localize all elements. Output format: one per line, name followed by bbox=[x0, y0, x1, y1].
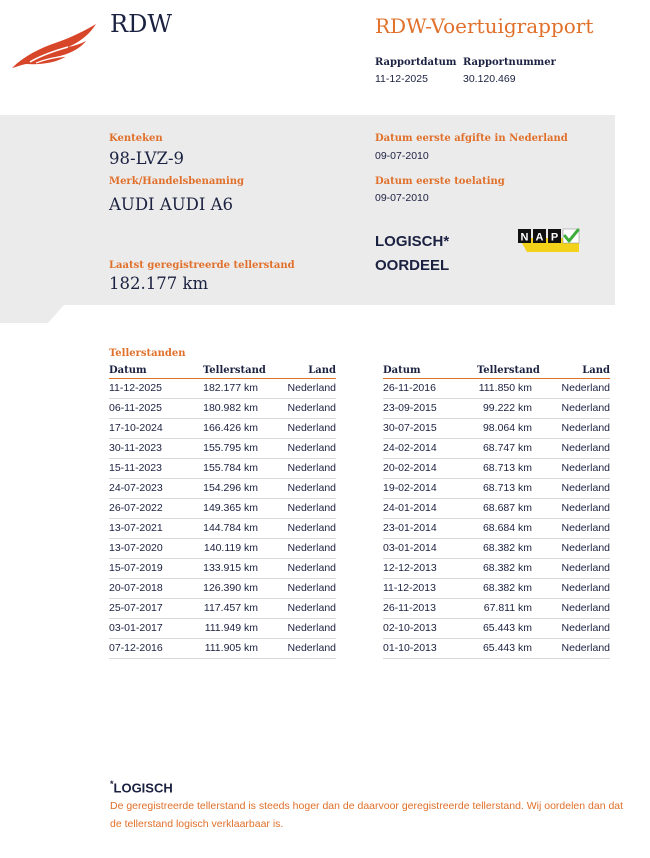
row-reading: 126.390 km bbox=[203, 582, 258, 594]
row-reading: 149.365 km bbox=[203, 502, 258, 514]
table-row bbox=[383, 519, 610, 539]
plate-label: Kenteken bbox=[109, 133, 163, 144]
row-country: Nederland bbox=[561, 482, 610, 494]
first-issue-nl-value: 09-07-2010 bbox=[375, 150, 429, 162]
row-reading: 68.382 km bbox=[482, 562, 532, 574]
table-row bbox=[383, 419, 610, 439]
row-country: Nederland bbox=[561, 522, 610, 534]
row-date: 02-10-2013 bbox=[383, 622, 437, 634]
row-date: 11-12-2013 bbox=[383, 582, 436, 594]
report-number-label: Rapportnummer bbox=[463, 57, 556, 68]
table-row bbox=[383, 459, 610, 479]
row-country: Nederland bbox=[561, 462, 610, 474]
row-country: Nederland bbox=[287, 502, 336, 514]
row-date: 15-07-2019 bbox=[109, 562, 163, 574]
row-reading: 98.064 km bbox=[482, 422, 532, 434]
make-label: Merk/Handelsbenaming bbox=[109, 176, 245, 187]
row-reading: 140.119 km bbox=[203, 542, 258, 554]
col-reading-header: Tellerstand bbox=[477, 365, 540, 376]
row-country: Nederland bbox=[287, 462, 336, 474]
footnote-title bbox=[110, 779, 173, 795]
row-date: 06-11-2025 bbox=[109, 402, 162, 414]
row-reading: 111.905 km bbox=[204, 642, 258, 654]
table-row bbox=[109, 639, 336, 659]
row-reading: 111.949 km bbox=[204, 622, 258, 634]
row-reading: 68.684 km bbox=[482, 522, 532, 534]
row-reading: 166.426 km bbox=[203, 422, 258, 434]
col-date-header: Datum bbox=[383, 365, 421, 376]
nap-letter-n: N bbox=[520, 231, 529, 244]
row-reading: 144.784 km bbox=[203, 522, 258, 534]
row-country: Nederland bbox=[287, 382, 336, 394]
row-date: 01-10-2013 bbox=[383, 642, 437, 654]
row-country: Nederland bbox=[287, 522, 336, 534]
first-issue-nl-label: Datum eerste afgifte in Nederland bbox=[375, 133, 568, 144]
table-header bbox=[383, 364, 610, 379]
nap-letter-p: P bbox=[550, 231, 559, 244]
row-date: 03-01-2014 bbox=[383, 542, 437, 554]
first-admission-label: Datum eerste toelating bbox=[375, 176, 505, 187]
table-row bbox=[109, 419, 336, 439]
odometer-value: 182.177 km bbox=[109, 274, 209, 293]
row-reading: 68.713 km bbox=[482, 482, 532, 494]
table-row bbox=[383, 619, 610, 639]
footnote-marker: * bbox=[110, 779, 114, 789]
table-row bbox=[383, 639, 610, 659]
row-date: 23-01-2014 bbox=[383, 522, 437, 534]
table-row bbox=[109, 579, 336, 599]
table-row bbox=[109, 499, 336, 519]
row-date: 24-01-2014 bbox=[383, 502, 437, 514]
row-country: Nederland bbox=[287, 562, 336, 574]
table-row bbox=[383, 499, 610, 519]
col-reading-header: Tellerstand bbox=[203, 365, 266, 376]
table-row bbox=[383, 539, 610, 559]
make-value: AUDI AUDI A6 bbox=[109, 195, 234, 214]
nap-letter-a: A bbox=[535, 231, 544, 244]
row-country: Nederland bbox=[287, 602, 336, 614]
report-number: 30.120.469 bbox=[463, 73, 516, 85]
row-reading: 154.296 km bbox=[203, 482, 258, 494]
row-reading: 182.177 km bbox=[203, 382, 258, 394]
footnote-text: De geregistreerde tellerstand is steeds hoger dan de daarvoor geregistreerde tellerstand. Wij oordelen dan dat de tellerstand logisch verklaarbaar is. bbox=[110, 800, 624, 830]
row-date: 07-12-2016 bbox=[109, 642, 163, 654]
row-country: Nederland bbox=[561, 622, 610, 634]
row-country: Nederland bbox=[287, 542, 336, 554]
table-row bbox=[109, 539, 336, 559]
table-row bbox=[109, 619, 336, 639]
verdict-line-2: OORDEEL bbox=[375, 257, 450, 274]
readings-title: Tellerstanden bbox=[109, 348, 186, 359]
row-date: 15-11-2023 bbox=[109, 462, 162, 474]
row-country: Nederland bbox=[287, 442, 336, 454]
row-date: 19-02-2014 bbox=[383, 482, 437, 494]
row-country: Nederland bbox=[561, 442, 610, 454]
plate-value: 98-LVZ-9 bbox=[109, 149, 185, 168]
row-reading: 99.222 km bbox=[482, 402, 532, 414]
row-reading: 133.915 km bbox=[203, 562, 258, 574]
row-reading: 68.687 km bbox=[482, 502, 532, 514]
row-reading: 117.457 km bbox=[203, 602, 258, 614]
readings-table-right bbox=[383, 364, 610, 659]
row-date: 17-10-2024 bbox=[109, 422, 163, 434]
row-date: 13-07-2020 bbox=[109, 542, 163, 554]
row-country: Nederland bbox=[561, 582, 610, 594]
row-date: 13-07-2021 bbox=[109, 522, 163, 534]
row-country: Nederland bbox=[287, 642, 336, 654]
row-country: Nederland bbox=[561, 562, 610, 574]
row-date: 26-07-2022 bbox=[109, 502, 163, 514]
row-reading: 155.784 km bbox=[203, 462, 258, 474]
row-date: 30-11-2023 bbox=[109, 442, 162, 454]
row-date: 26-11-2016 bbox=[383, 382, 436, 394]
row-date: 20-02-2014 bbox=[383, 462, 437, 474]
table-row bbox=[109, 479, 336, 499]
row-date: 24-02-2014 bbox=[383, 442, 437, 454]
table-row bbox=[109, 459, 336, 479]
row-country: Nederland bbox=[561, 542, 610, 554]
row-country: Nederland bbox=[287, 482, 336, 494]
row-country: Nederland bbox=[561, 402, 610, 414]
row-country: Nederland bbox=[561, 422, 610, 434]
table-row bbox=[109, 559, 336, 579]
odometer-label: Laatst geregistreerde tellerstand bbox=[109, 260, 295, 271]
row-date: 20-07-2018 bbox=[109, 582, 163, 594]
row-country: Nederland bbox=[287, 622, 336, 634]
row-reading: 180.982 km bbox=[203, 402, 258, 414]
row-reading: 155.795 km bbox=[203, 442, 258, 454]
row-date: 11-12-2025 bbox=[109, 382, 162, 394]
row-date: 26-11-2013 bbox=[383, 602, 436, 614]
report-date: 11-12-2025 bbox=[375, 73, 428, 85]
row-date: 12-12-2013 bbox=[383, 562, 437, 574]
row-country: Nederland bbox=[287, 582, 336, 594]
row-date: 23-09-2015 bbox=[383, 402, 437, 414]
row-reading: 68.382 km bbox=[482, 582, 532, 594]
row-date: 25-07-2017 bbox=[109, 602, 163, 614]
row-country: Nederland bbox=[561, 502, 610, 514]
row-reading: 68.382 km bbox=[482, 542, 532, 554]
table-row bbox=[383, 599, 610, 619]
verdict-line-1: LOGISCH* bbox=[375, 233, 450, 250]
row-reading: 65.443 km bbox=[482, 622, 532, 634]
report-date-label: Rapportdatum bbox=[375, 57, 457, 68]
report-title: RDW-Voertuigrapport bbox=[375, 14, 594, 38]
table-row bbox=[383, 439, 610, 459]
table-row bbox=[383, 559, 610, 579]
col-country-header: Land bbox=[582, 365, 610, 376]
table-row bbox=[109, 519, 336, 539]
readings-table-left bbox=[109, 364, 336, 659]
row-country: Nederland bbox=[287, 422, 336, 434]
table-row bbox=[383, 579, 610, 599]
table-header bbox=[109, 364, 336, 379]
brand-name: RDW bbox=[110, 10, 172, 38]
table-row bbox=[109, 439, 336, 459]
panel-tail-decoration bbox=[0, 305, 64, 323]
row-reading: 67.811 km bbox=[483, 602, 532, 614]
footnote-title-text: LOGISCH bbox=[113, 780, 173, 796]
col-date-header: Datum bbox=[109, 365, 147, 376]
table-row bbox=[109, 399, 336, 419]
table-row bbox=[109, 379, 336, 399]
row-country: Nederland bbox=[287, 402, 336, 414]
row-country: Nederland bbox=[561, 382, 610, 394]
col-country-header: Land bbox=[308, 365, 336, 376]
row-date: 30-07-2015 bbox=[383, 422, 437, 434]
row-country: Nederland bbox=[561, 602, 610, 614]
row-reading: 68.747 km bbox=[482, 442, 532, 454]
row-date: 24-07-2023 bbox=[109, 482, 163, 494]
row-reading: 68.713 km bbox=[482, 462, 532, 474]
row-date: 03-01-2017 bbox=[109, 622, 163, 634]
row-reading: 111.850 km bbox=[478, 382, 532, 394]
table-row bbox=[109, 599, 336, 619]
table-row bbox=[383, 379, 610, 399]
row-reading: 65.443 km bbox=[482, 642, 532, 654]
table-row bbox=[383, 399, 610, 419]
row-country: Nederland bbox=[561, 642, 610, 654]
table-row bbox=[383, 479, 610, 499]
rdw-logo-icon bbox=[10, 22, 98, 70]
nap-badge-icon bbox=[517, 228, 581, 252]
first-admission-value: 09-07-2010 bbox=[375, 192, 429, 204]
